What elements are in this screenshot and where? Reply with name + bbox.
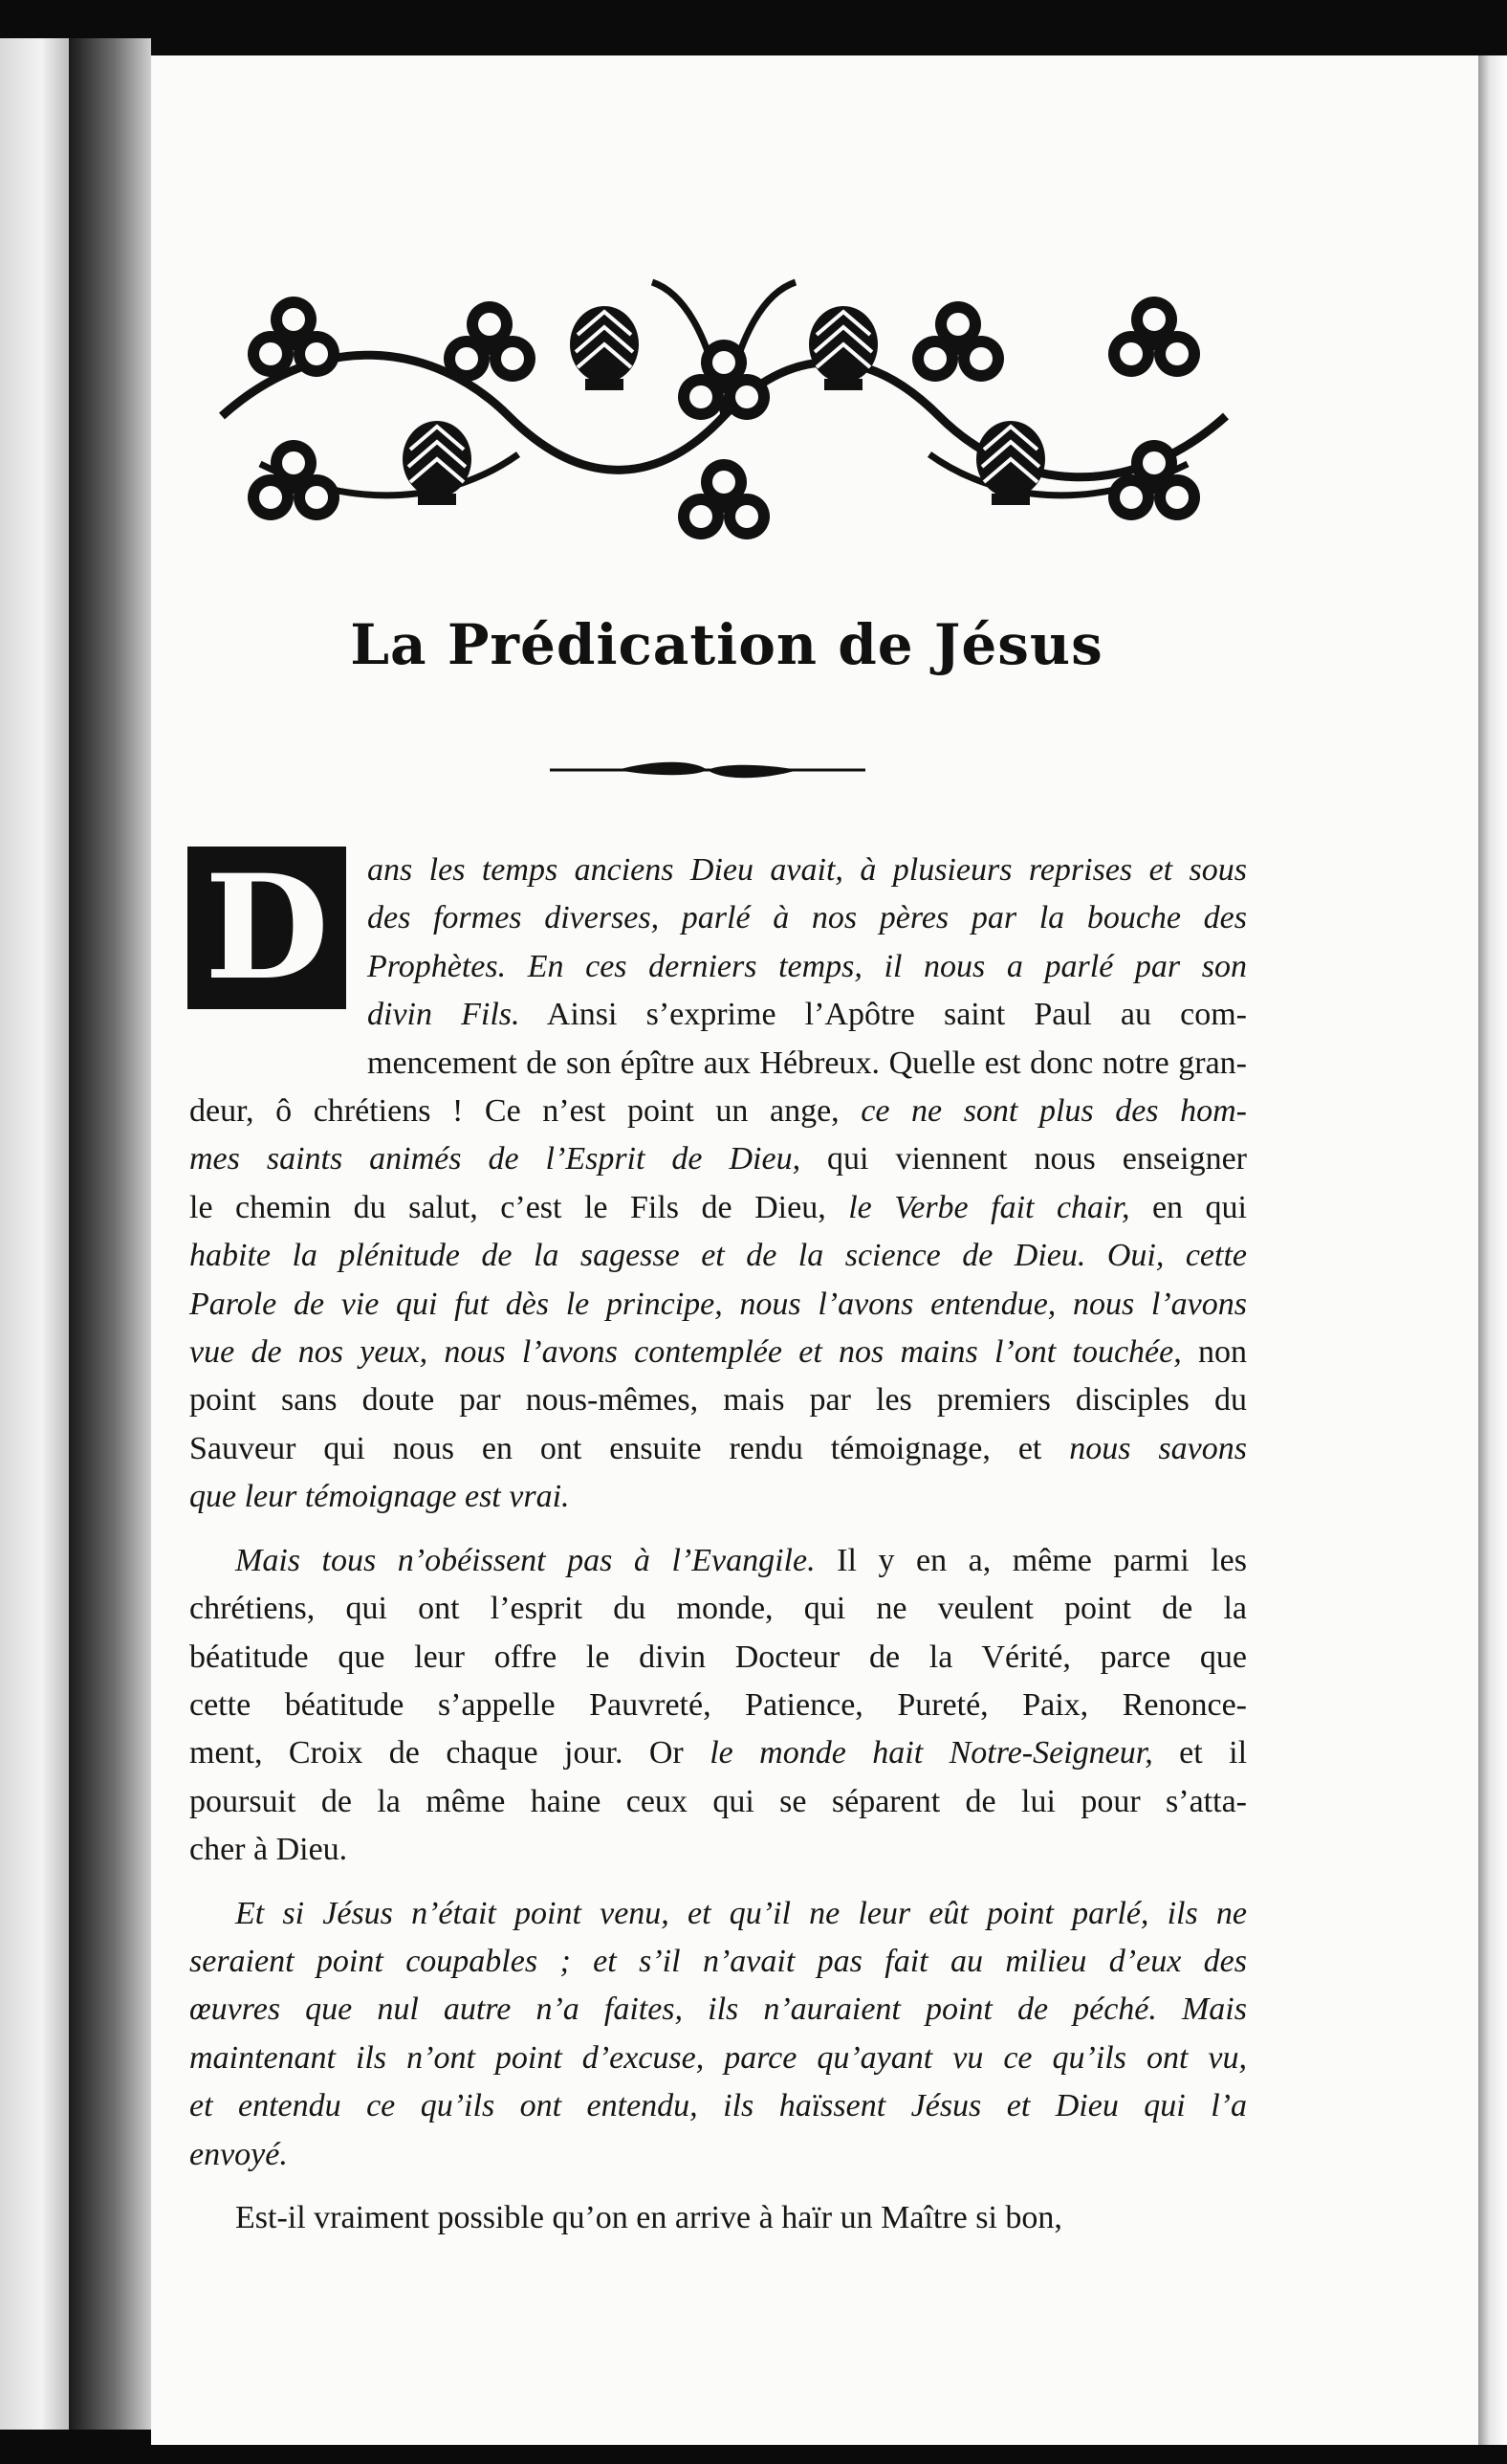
- text-segment: mencement de son épître aux Hébreux. Quelle est donc notre gran-: [367, 1045, 1247, 1081]
- left-page-edge: [0, 38, 69, 2430]
- ornamental-rule-icon: [550, 756, 865, 784]
- text-segment: ans les temps anciens Dieu avait, à plusieurs reprises et sous: [367, 852, 1247, 888]
- text-segment: cher à Dieu.: [189, 1832, 348, 1868]
- text-segment: cette béatitude s’appelle Pauvreté, Patience, Pureté, Paix, Renonce-: [189, 1686, 1247, 1723]
- text-line: [189, 1938, 1247, 1986]
- text-segment: et entendu ce qu’ils ont entendu, ils haïssent Jésus et Dieu qui l’a: [189, 2088, 1247, 2124]
- text-segment: Prophètes. En ces derniers temps, il nous a parlé par son: [367, 948, 1247, 984]
- text-segment: Sauveur qui nous en ont ensuite rendu témoignage, et: [189, 1430, 1070, 1466]
- drop-cap-space: [189, 844, 367, 1040]
- text-segment: qui viennent nous enseigner: [800, 1141, 1248, 1177]
- paragraph: [189, 1890, 1247, 2179]
- text-line: [189, 2035, 1247, 2082]
- text-line: [189, 1585, 1247, 1633]
- text-segment: que leur témoignage est vrai.: [189, 1479, 570, 1515]
- text-segment: œuvres que nul autre n’a faites, ils n’auraient point de péché. Mais: [189, 1991, 1247, 2028]
- text-line: [189, 1329, 1247, 1376]
- drop-cap-letter: D: [204, 844, 330, 1012]
- text-segment: Est-il vraiment possible qu’on en arrive à haïr un Maître si bon,: [235, 2199, 1062, 2235]
- text-segment: ce ne sont plus des hom-: [861, 1093, 1247, 1130]
- text-segment: ment, Croix de chaque jour. Or: [189, 1735, 710, 1771]
- text-segment: habite la plénitude de la sagesse et de la science de Dieu. Oui, cette: [189, 1238, 1247, 1274]
- text-segment: non: [1181, 1334, 1248, 1371]
- right-page-edge: [1478, 55, 1507, 2445]
- text-segment: chrétiens, qui ont l’esprit du monde, qui ne veulent point de la: [189, 1591, 1247, 1627]
- text-segment: divin Fils.: [367, 997, 520, 1033]
- book-gutter: [69, 38, 151, 2430]
- text-segment: Il y en a, même parmi les: [815, 1542, 1247, 1578]
- text-line: [189, 1473, 1247, 1521]
- text-segment: mes saints animés de l’Esprit de Dieu,: [189, 1141, 801, 1177]
- chapter-title: La Prédication de Jésus: [350, 612, 1103, 677]
- text-line: [189, 1729, 1247, 1777]
- clover-thistle-ornament-icon: [203, 273, 1245, 550]
- body-text: [189, 844, 1248, 2242]
- text-line: [189, 1986, 1247, 2034]
- text-line: [189, 1184, 1247, 1232]
- text-segment: Ainsi s’exprime l’Apôtre saint Paul au com-: [519, 997, 1247, 1033]
- text-segment: maintenant ils n’ont point d’excuse, parce qu’ayant vu ce qu’ils ont vu,: [189, 2039, 1247, 2076]
- text-line: [189, 1890, 1247, 1938]
- text-segment: vue de nos yeux, nous l’avons contemplée et nos mains l’ont touchée,: [189, 1334, 1182, 1371]
- text-segment: point sans doute par nous-mêmes, mais par les premiers disciples du: [189, 1382, 1247, 1419]
- text-segment: seraient point coupables ; et s’il n’avait pas fait au milieu d’eux des: [189, 1943, 1247, 1979]
- text-line: [189, 1537, 1247, 1585]
- paragraph: [189, 1537, 1247, 1875]
- text-line: [189, 1135, 1247, 1183]
- paragraph: [189, 844, 1248, 1522]
- text-line: [189, 1376, 1247, 1424]
- text-line: [189, 1040, 1247, 1088]
- text-line: [189, 1682, 1247, 1729]
- text-segment: des formes diverses, parlé à nos pères par la bouche des: [367, 900, 1247, 936]
- text-segment: le Verbe fait chair,: [848, 1189, 1130, 1225]
- text-segment: et il: [1152, 1735, 1248, 1771]
- text-segment: Parole de vie qui fut dès le principe, nous l’avons entendue, nous l’avons: [189, 1286, 1247, 1322]
- text-segment: Mais tous n’obéissent pas à l’Evangile.: [235, 1542, 816, 1578]
- text-segment: Et si Jésus n’était point venu, et qu’il ne leur eût point parlé, ils ne: [235, 1895, 1247, 1931]
- text-line: [189, 1778, 1247, 1826]
- text-segment: le monde hait Notre-Seigneur,: [710, 1735, 1153, 1771]
- text-line: [189, 2194, 1247, 2242]
- text-segment: deur, ô chrétiens ! Ce n’est point un ange,: [189, 1093, 862, 1130]
- text-line: [189, 1425, 1247, 1473]
- text-line: [189, 1088, 1247, 1135]
- text-segment: nous savons: [1069, 1430, 1247, 1466]
- text-line: [189, 1232, 1247, 1280]
- text-segment: béatitude que leur offre le divin Docteur de la Vérité, parce que: [189, 1639, 1247, 1675]
- text-segment: le chemin du salut, c’est le Fils de Dieu,: [189, 1189, 849, 1225]
- text-segment: envoyé.: [189, 2136, 288, 2172]
- text-line: [189, 2082, 1247, 2130]
- text-line: [189, 1826, 1247, 1874]
- text-line: [189, 1281, 1247, 1329]
- text-segment: en qui: [1129, 1189, 1247, 1225]
- text-line: [189, 2131, 1247, 2179]
- text-segment: poursuit de la même haine ceux qui se séparent de lui pour s’atta-: [189, 1783, 1247, 1819]
- text-line: [189, 1634, 1247, 1682]
- paragraph: [189, 2194, 1247, 2242]
